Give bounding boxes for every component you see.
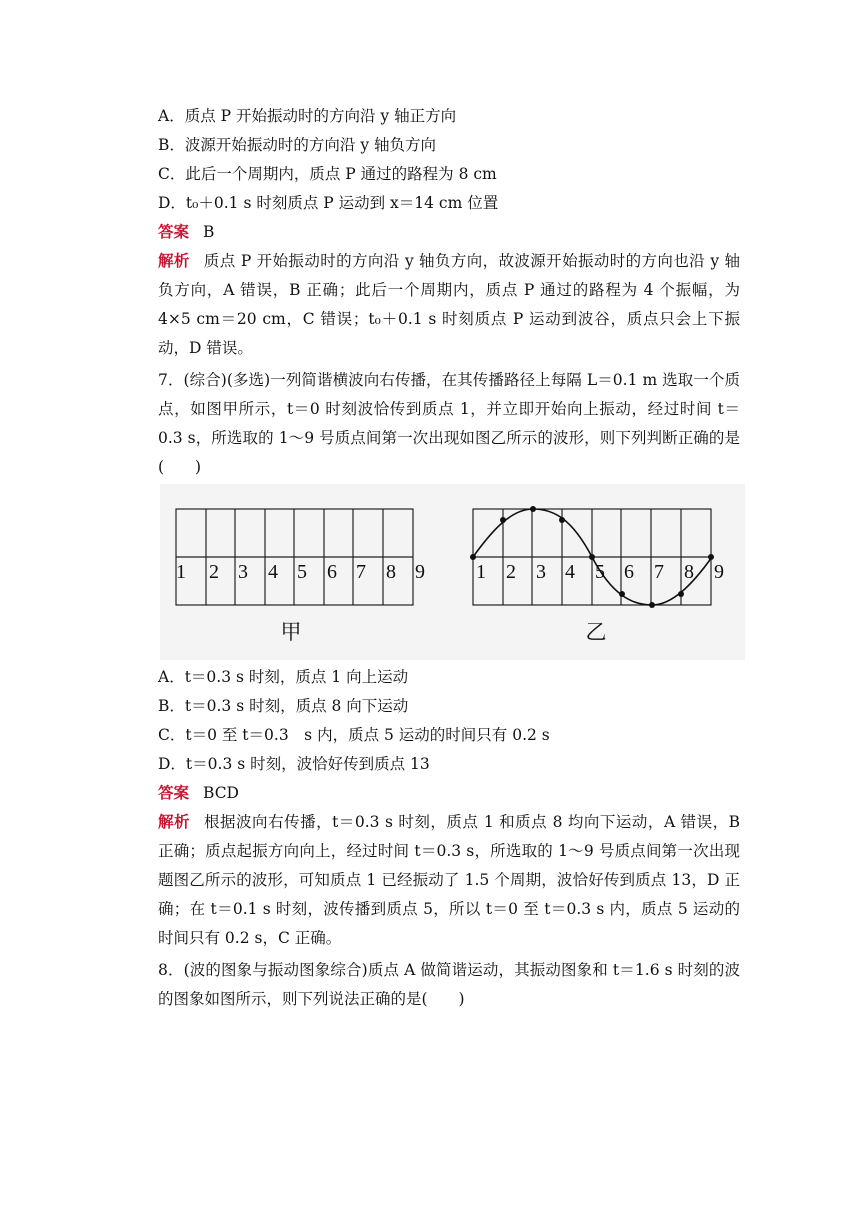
wave-figure-svg bbox=[160, 484, 745, 660]
analysis-label: 解析 bbox=[158, 251, 190, 270]
left-point-8: 8 bbox=[386, 561, 396, 583]
wave-figure bbox=[160, 484, 745, 660]
analysis-text: 根据波向右传播，t＝0.3 s 时刻，质点 1 和质点 8 均向下运动，A 错误，B 正确；质点起振方向向上，经过时间 t＝0.3 s，所选取的 1～9 号质点间第一次出现题图乙所示的波形，可知质点 1 已经振动了 1.5 个周期，波恰好传到质点 13，D 正确；在 t＝0.1 s 时刻，波传播到质点 5，所以 t＝0 至 t＝0.3 s 内，质点 5 运动的时间只有 0.2 s，C 正确。 bbox=[158, 813, 740, 947]
q6-answer bbox=[158, 222, 740, 242]
q7-answer bbox=[158, 783, 740, 803]
right-point-5: 5 bbox=[595, 561, 605, 583]
right-point-3: 3 bbox=[536, 561, 546, 583]
left-point-5: 5 bbox=[297, 561, 307, 583]
caption-right: 乙 bbox=[585, 620, 607, 644]
left-point-1: 1 bbox=[176, 561, 186, 583]
q6-option-a: A．质点 P 开始振动时的方向沿 y 轴正方向 bbox=[158, 107, 457, 125]
right-point-6: 6 bbox=[624, 561, 634, 583]
right-point-4: 4 bbox=[565, 561, 575, 583]
left-point-3: 3 bbox=[238, 561, 248, 583]
wave-dot-6 bbox=[619, 591, 625, 597]
right-point-9: 9 bbox=[714, 561, 724, 583]
q7-option-b: B．t＝0.3 s 时刻，质点 8 向下运动 bbox=[158, 697, 409, 715]
analysis-text: 质点 P 开始振动时的方向沿 y 轴负方向，故波源开始振动时的方向也沿 y 轴负方向，A 错误，B 正确；此后一个周期内，质点 P 通过的路程为 4 个振幅，为 4×5 cm＝20 cm，C 错误；t₀＋0.1 s 时刻质点 P 运动到波谷，质点只会上下振动，D 错误。 bbox=[158, 252, 740, 357]
q7-option-a: A．t＝0.3 s 时刻，质点 1 向上运动 bbox=[158, 668, 409, 686]
left-point-7: 7 bbox=[356, 561, 366, 583]
answer-label: 答案 bbox=[158, 783, 190, 802]
q7-stem: 7．(综合)(多选)一列简谐横波向右传播，在其传播路径上每隔 L＝0.1 m 选取一个质点，如图甲所示，t＝0 时刻波恰传到质点 1，并立即开始向上振动，经过时间 t＝0.3 s，所选取的 1～9 号质点间第一次出现如图乙所示的波形，则下列判断正确的是( ) bbox=[158, 371, 740, 476]
wave-dot-8 bbox=[678, 591, 684, 597]
right-point-2: 2 bbox=[506, 561, 516, 583]
wave-dot-9 bbox=[708, 554, 714, 560]
grid-left bbox=[176, 509, 413, 605]
q7-option-c: C．t＝0 至 t＝0.3 s 内，质点 5 运动的时间只有 0.2 s bbox=[158, 726, 550, 744]
q7-analysis bbox=[158, 807, 740, 953]
wave-dot-3 bbox=[530, 506, 536, 512]
analysis-label: 解析 bbox=[158, 812, 191, 831]
q6-option-b: B．波源开始振动时的方向沿 y 轴负方向 bbox=[158, 136, 437, 154]
right-point-1: 1 bbox=[476, 561, 486, 583]
right-point-7: 7 bbox=[654, 561, 664, 583]
left-point-2: 2 bbox=[209, 561, 219, 583]
wave-dot-1 bbox=[470, 554, 476, 560]
caption-left: 甲 bbox=[280, 620, 302, 644]
q6-option-c: C．此后一个周期内，质点 P 通过的路程为 8 cm bbox=[158, 165, 497, 183]
answer-value: B bbox=[203, 223, 215, 241]
q7-option-d: D．t＝0.3 s 时刻，波恰好传到质点 13 bbox=[158, 755, 430, 773]
wave-dot-5 bbox=[589, 554, 595, 560]
q8-stem: 8．(波的图象与振动图象综合)质点 A 做简谐运动，其振动图象和 t＝1.6 s 时刻的波的图象如图所示，则下列说法正确的是( ) bbox=[158, 961, 740, 1008]
wave-dot-2 bbox=[500, 517, 506, 523]
right-point-8: 8 bbox=[684, 561, 694, 583]
left-point-4: 4 bbox=[268, 561, 278, 583]
answer-label: 答案 bbox=[158, 222, 190, 241]
q6-option-d: D．t₀＋0.1 s 时刻质点 P 运动到 x＝14 cm 位置 bbox=[158, 194, 499, 212]
left-point-6: 6 bbox=[327, 561, 337, 583]
answer-value: BCD bbox=[203, 784, 239, 802]
left-point-9: 9 bbox=[415, 561, 425, 583]
q6-analysis bbox=[158, 246, 740, 363]
wave-dot-4 bbox=[559, 517, 565, 523]
wave-dot-7 bbox=[649, 602, 655, 608]
